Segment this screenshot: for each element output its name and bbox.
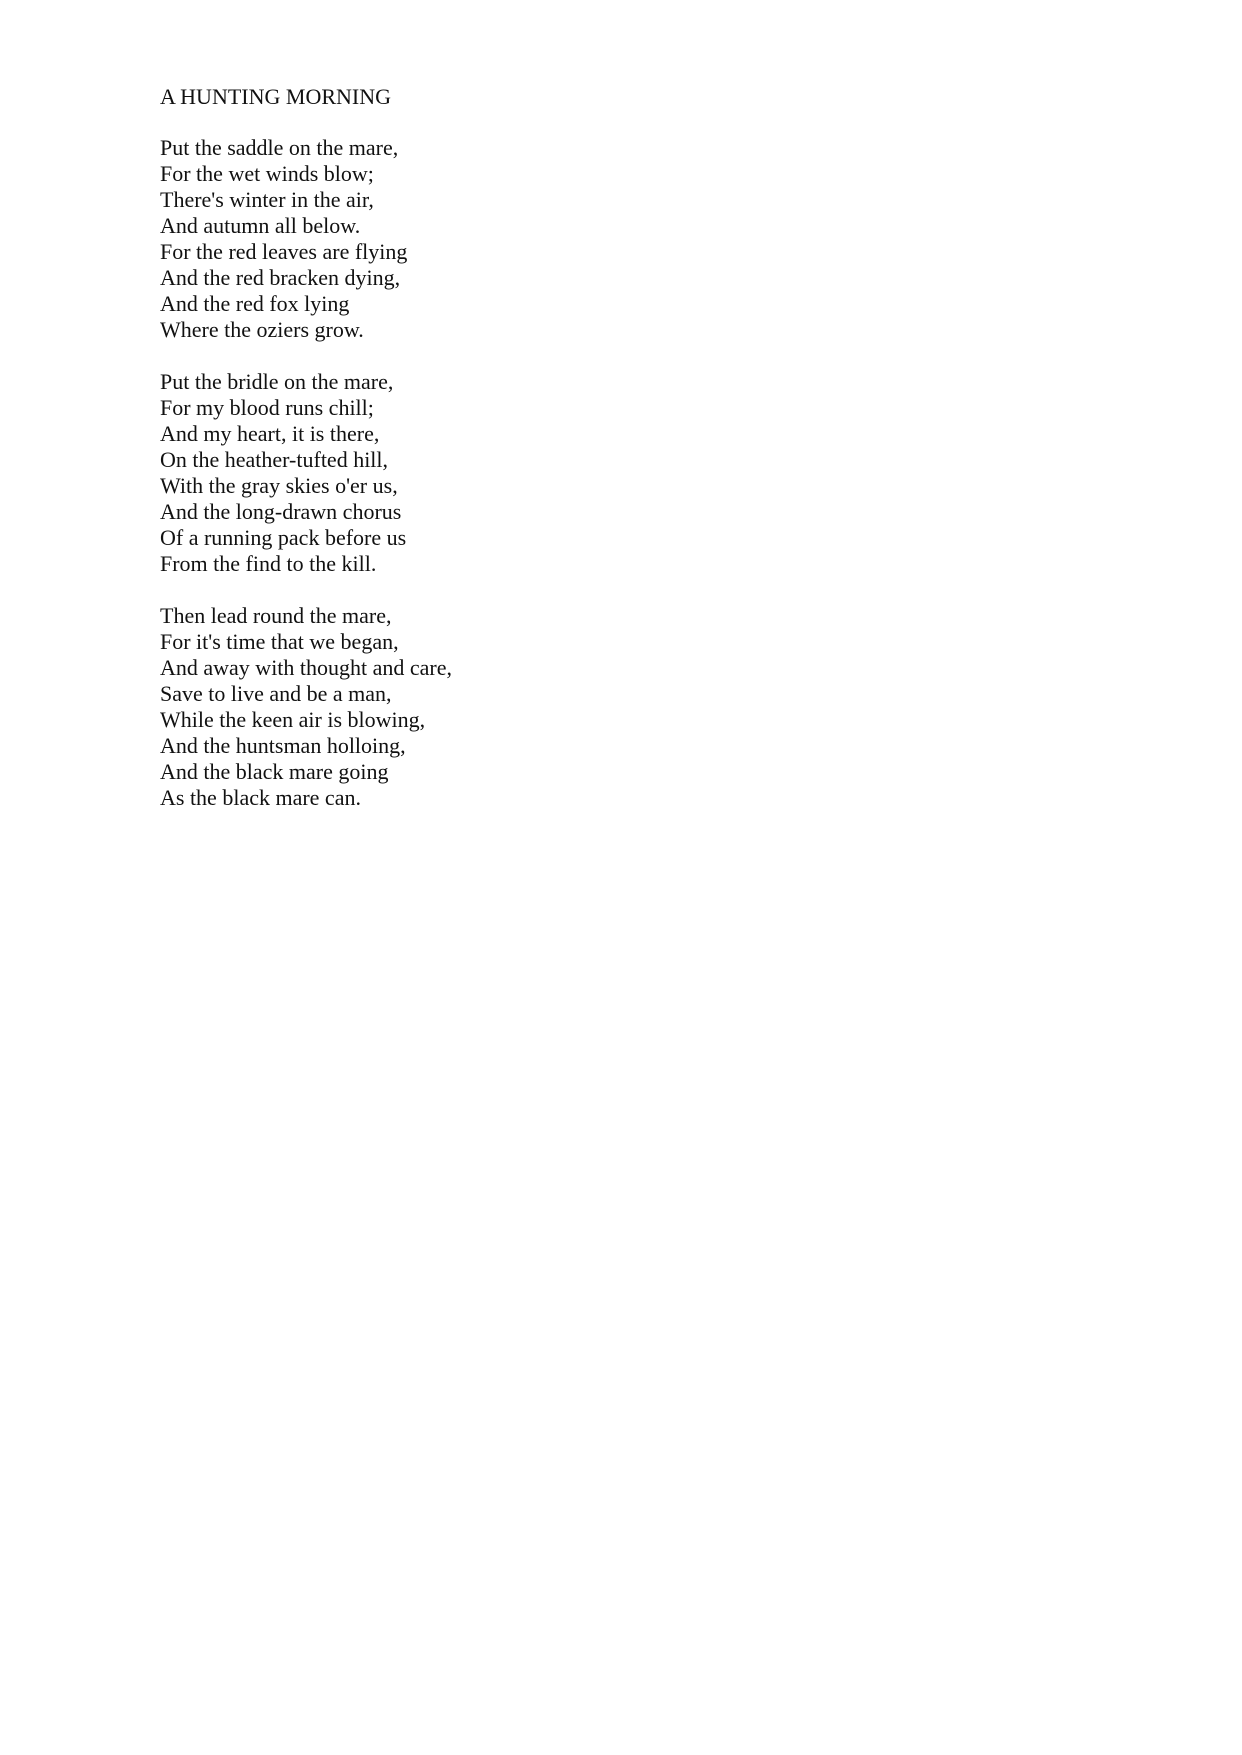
- poem-line: There's winter in the air,: [160, 187, 374, 212]
- poem-line: As the black mare can.: [160, 785, 361, 810]
- poem-line: Where the oziers grow.: [160, 317, 364, 342]
- poem-line: While the keen air is blowing,: [160, 707, 426, 732]
- poem-line: Then lead round the mare,: [160, 603, 392, 628]
- poem-line: With the gray skies o'er us,: [160, 473, 398, 498]
- poem-line: For the wet winds blow;: [160, 161, 374, 186]
- stanza-2: [160, 369, 860, 577]
- poem-line: For my blood runs chill;: [160, 395, 374, 420]
- poem-title: A HUNTING MORNING: [160, 84, 391, 109]
- poem-line: Of a running pack before us: [160, 525, 407, 550]
- poem-line: Put the saddle on the mare,: [160, 135, 399, 160]
- poem-line: Put the bridle on the mare,: [160, 369, 394, 394]
- poem-line: And the red fox lying: [160, 291, 350, 316]
- poem-line: And the red bracken dying,: [160, 265, 401, 290]
- poem-line: And away with thought and care,: [160, 655, 453, 680]
- poem-line: For the red leaves are flying: [160, 239, 408, 264]
- poem-line: On the heather-tufted hill,: [160, 447, 389, 472]
- poem-line: Save to live and be a man,: [160, 681, 392, 706]
- poem: [160, 84, 860, 837]
- poem-line: And autumn all below.: [160, 213, 361, 238]
- poem-line: And my heart, it is there,: [160, 421, 380, 446]
- poem-line: For it's time that we began,: [160, 629, 399, 654]
- poem-line: From the find to the kill.: [160, 551, 377, 576]
- stanza-3: [160, 603, 860, 811]
- poem-line: And the long-drawn chorus: [160, 499, 402, 524]
- poem-line: And the huntsman holloing,: [160, 733, 406, 758]
- stanza-1: [160, 135, 860, 343]
- poem-line: And the black mare going: [160, 759, 389, 784]
